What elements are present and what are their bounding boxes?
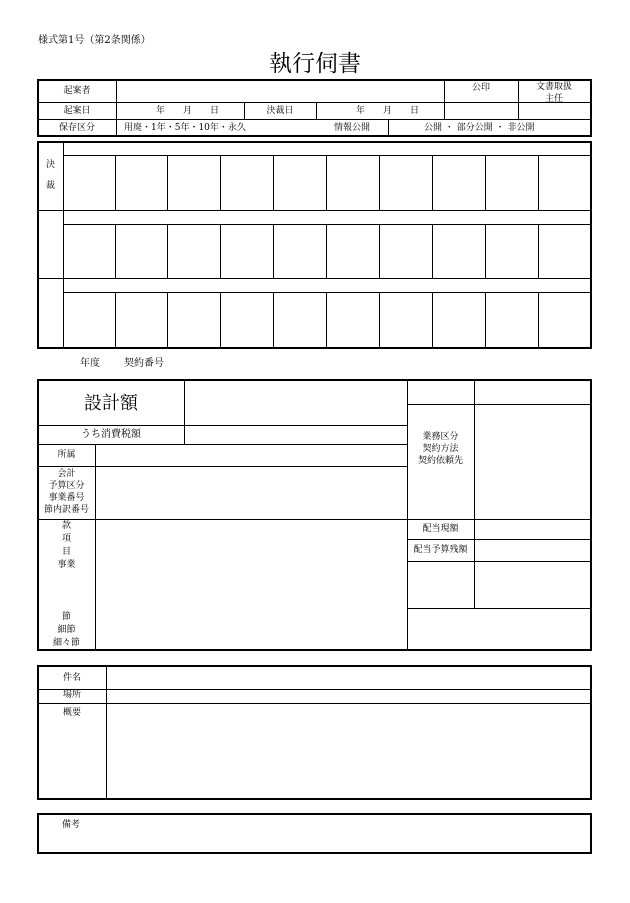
accounting-label-2: 予算区分 — [48, 481, 85, 491]
tax-field[interactable] — [185, 426, 406, 443]
doc-handler-sub-label: 主任 — [544, 94, 563, 104]
section-label: 節 — [61, 612, 71, 622]
proposal-date-label: 起案日 — [63, 106, 91, 116]
account-label-moku: 目 — [61, 547, 71, 557]
doc-handler-label: 文書取扱 — [535, 82, 572, 92]
form-number: 様式第1号（第2条関係） — [38, 35, 151, 46]
accounting-label-1: 会計 — [57, 469, 76, 479]
accounting-label-4: 節内訳番号 — [43, 505, 89, 515]
approval-label-2: 裁 — [45, 181, 55, 191]
fiscal-year-label: 年度 — [80, 358, 100, 369]
account-label-kan: 款 — [61, 521, 71, 531]
disclosure-label: 情報公開 — [334, 123, 371, 133]
page-title: 執行伺書 — [269, 51, 361, 77]
subject-label: 件名 — [62, 673, 81, 683]
contract-method-label: 契約方法 — [422, 444, 459, 454]
allocation-label: 配当現額 — [422, 524, 459, 534]
sub-subsection-label: 細々節 — [52, 638, 80, 648]
retention-options[interactable]: 用廃・1年・5年・10年・永久 — [124, 123, 246, 133]
decision-date-field[interactable]: 年 月 日 — [356, 106, 420, 116]
seal-label: 公印 — [471, 83, 490, 93]
disclosure-options[interactable]: 公開 ・ 部分公開 ・ 非公開 — [424, 123, 535, 133]
place-label: 場所 — [62, 690, 81, 700]
proposal-date-field[interactable]: 年 月 日 — [156, 106, 220, 116]
design-amount-field[interactable] — [185, 381, 406, 424]
approval-label-1: 決 — [45, 160, 55, 170]
affiliation-label: 所属 — [57, 450, 76, 460]
remarks-label: 備考 — [62, 820, 81, 830]
proposer-label: 起案者 — [63, 86, 91, 96]
remaining-budget-label: 配当予算残額 — [413, 545, 468, 555]
contractor-label: 契約依頼先 — [417, 456, 463, 466]
retention-label: 保存区分 — [58, 123, 95, 133]
tax-label: うち消費税額 — [81, 429, 141, 440]
account-detail-field[interactable] — [96, 520, 406, 649]
remarks-field[interactable] — [100, 815, 590, 852]
approval-box — [37, 141, 592, 349]
contract-number-label: 契約番号 — [124, 358, 164, 369]
account-label-kou: 項 — [61, 534, 71, 544]
place-field[interactable] — [107, 690, 590, 702]
business-type-label: 業務区分 — [422, 432, 459, 442]
account-label-project: 事業 — [57, 560, 76, 570]
design-amount-label: 設計額 — [84, 393, 138, 414]
affiliation-field[interactable] — [96, 445, 406, 465]
accounting-label-3: 事業番号 — [48, 493, 85, 503]
proposer-field[interactable] — [117, 81, 443, 101]
subsection-label: 細節 — [57, 625, 76, 635]
summary-label: 概要 — [62, 708, 81, 718]
decision-date-label: 決裁日 — [266, 106, 294, 116]
subject-field[interactable] — [107, 666, 590, 688]
summary-field[interactable] — [107, 704, 590, 799]
remaining-budget-field[interactable] — [475, 540, 590, 560]
